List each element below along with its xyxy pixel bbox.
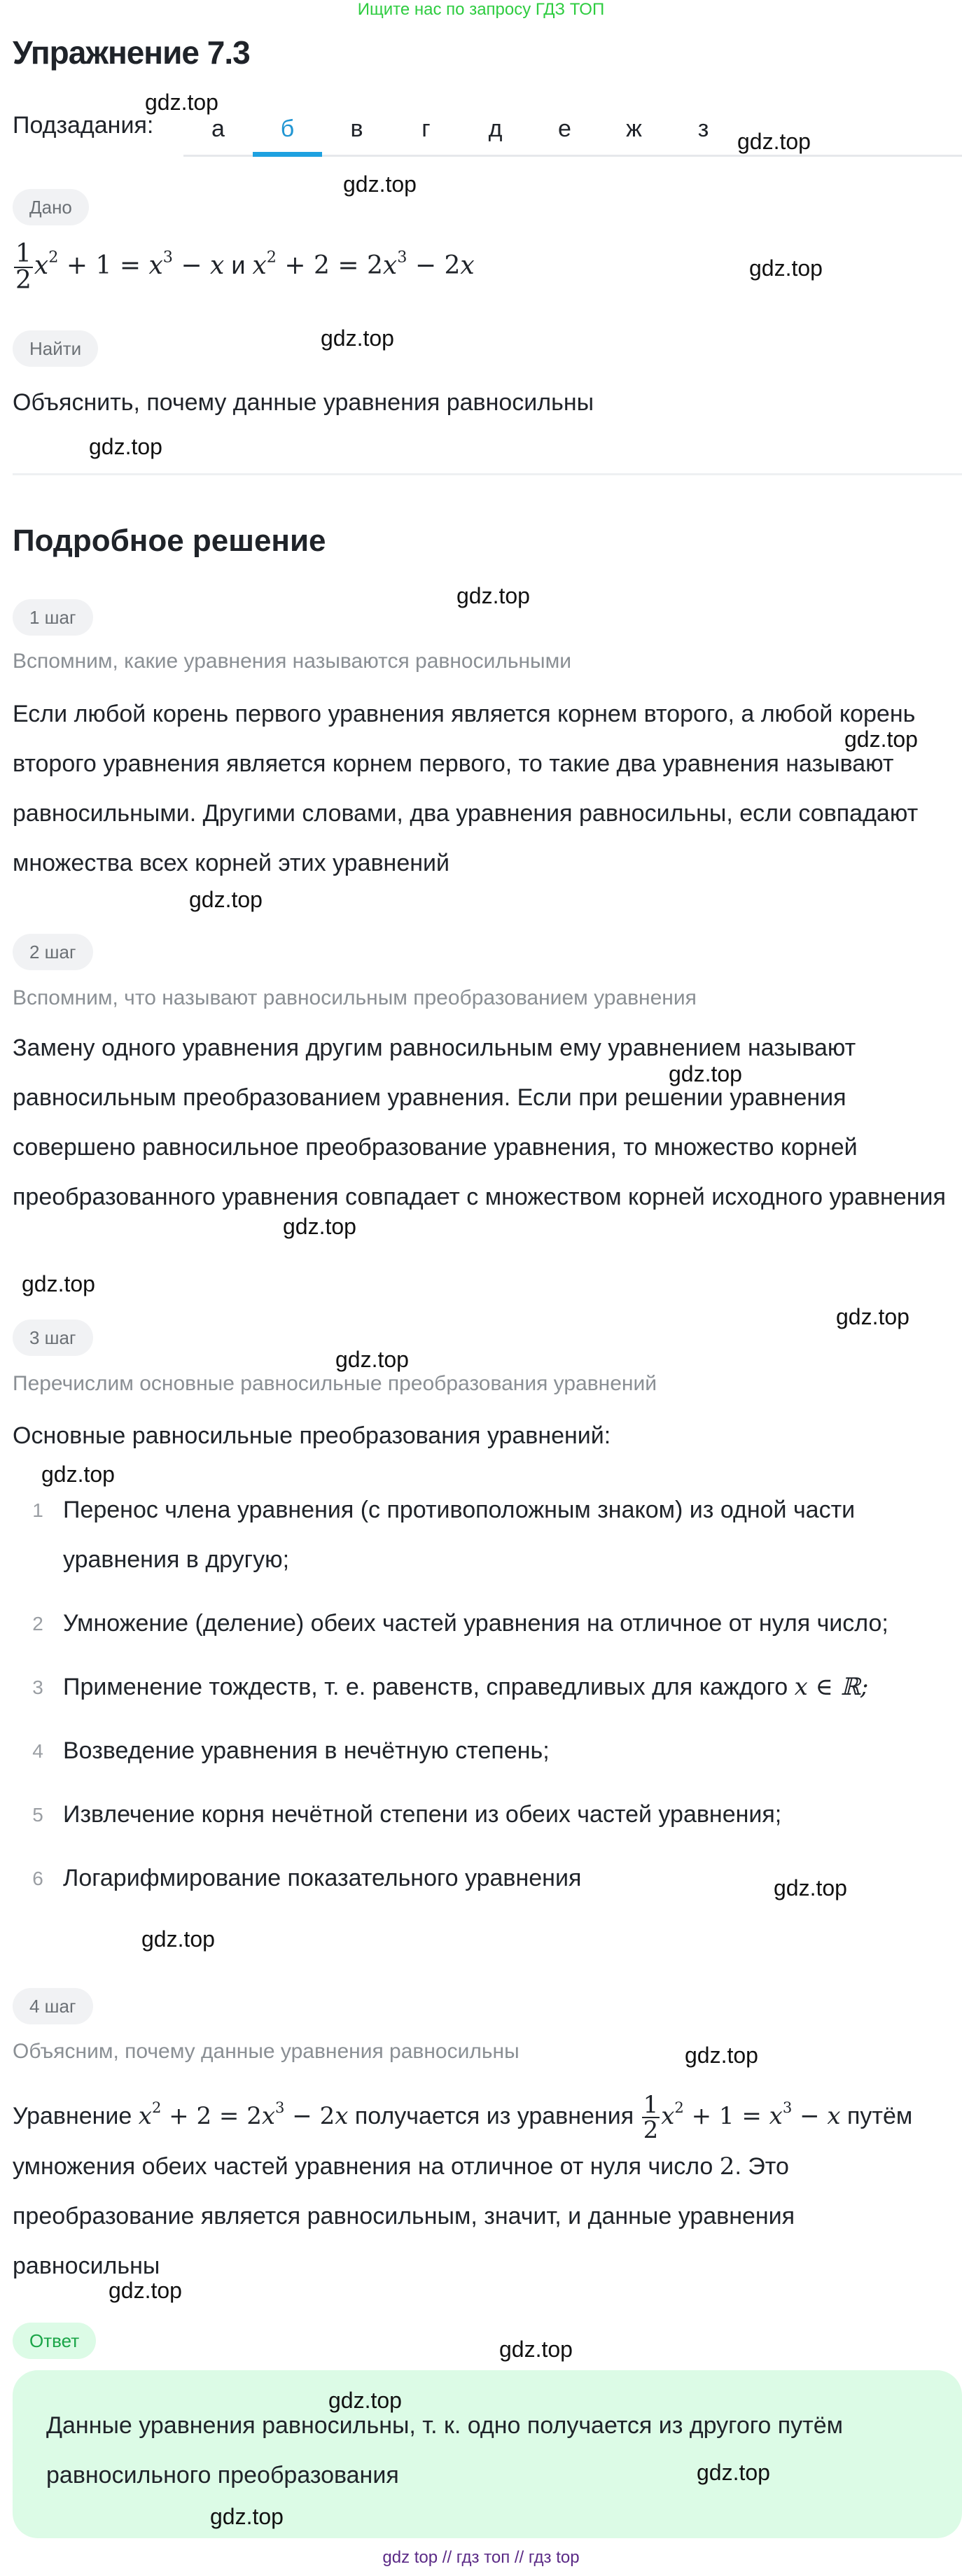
exponent: 3: [782, 2099, 793, 2116]
math-variable: x: [210, 251, 225, 280]
watermark: gdz.top: [737, 129, 811, 154]
list-number: 1: [32, 1499, 43, 1521]
list-text-content: Логарифмирование показательного уравнения: [63, 1865, 582, 1891]
watermark: gdz.top: [844, 727, 918, 752]
watermark: gdz.top: [697, 2460, 770, 2485]
math-operator: − 2: [284, 2101, 335, 2130]
exponent: 2: [151, 2099, 162, 2116]
step-1-text: Если любой корень первого уравнения является корнем второго, а любой корень второго уравнения является корнем первого, то такие два уравнения называют равносильными. Другими словами, два уравнения равносильны, если совпадают множества всех корней этих уравнений: [13, 701, 919, 876]
list-item: [13, 1726, 948, 1776]
math-operator: −: [792, 2101, 828, 2130]
watermark: gdz.top: [145, 90, 218, 115]
list-number: 2: [32, 1613, 43, 1634]
step-4-text-3: путём умножения обеих частей уравнения на отличное от нуля число: [13, 2102, 913, 2180]
exponent: 3: [397, 248, 407, 267]
given-pill: Дано: [13, 189, 89, 225]
math-variable: x: [34, 251, 49, 280]
transformations-list: [13, 1485, 948, 1917]
math-variable: x: [769, 2101, 783, 2130]
tab-subtask-5[interactable]: д: [488, 115, 503, 142]
step-2-pill: 2 шаг: [13, 934, 93, 970]
list-text: [63, 1726, 550, 1776]
step-4-text-4: . Это преобразование является равносильным, значит, и данные уравнения равносильны: [13, 2152, 795, 2279]
watermark: gdz.top: [328, 2388, 402, 2413]
subtask-tabs: [183, 105, 962, 157]
denominator: 2: [643, 2115, 659, 2144]
math-variable: x: [661, 2101, 675, 2130]
watermark: gdz.top: [41, 1462, 115, 1487]
list-item: [13, 1599, 948, 1648]
watermark: gdz.top: [836, 1304, 909, 1329]
multiplier-number: 2: [719, 2152, 735, 2180]
exponent: 2: [48, 248, 59, 267]
watermark: gdz.top: [141, 1926, 215, 1952]
tab-subtask-7[interactable]: ж: [626, 115, 642, 142]
tab-subtask-2[interactable]: б: [253, 105, 322, 155]
list-text-content: Извлечение корня нечётной степени из обеих частей уравнения;: [63, 1801, 782, 1828]
watermark: gdz.top: [89, 434, 162, 459]
list-text: [63, 1485, 948, 1585]
math-operator: + 2 = 2: [276, 251, 383, 280]
subtasks-label-row: [13, 112, 174, 139]
list-number: 6: [32, 1868, 43, 1889]
math-variable: x: [138, 2101, 152, 2130]
watermark: gdz.top: [109, 2278, 182, 2303]
watermark: gdz.top: [685, 2043, 758, 2068]
list-number: 3: [32, 1676, 43, 1698]
watermark: gdz.top: [456, 583, 530, 608]
page-title: Упражнение 7.3: [13, 34, 250, 71]
watermark: gdz.top: [321, 326, 394, 351]
answer-pill: Ответ: [13, 2323, 96, 2359]
exponent: 2: [266, 248, 277, 267]
exponent: 2: [674, 2099, 684, 2116]
step-3-subtitle: Перечислим основные равносильные преобразования уравнений: [13, 1372, 657, 1395]
math-operator: −: [172, 251, 211, 280]
find-pill: Найти: [13, 330, 98, 367]
list-item: [13, 1485, 948, 1585]
step-1-pill: 1 шаг: [13, 599, 93, 636]
answer-text: Данные уравнения равносильны, т. к. одно получается из другого путём равносильного преобразования: [46, 2412, 844, 2488]
fraction: [14, 241, 33, 293]
math-variable: x: [460, 251, 475, 280]
given-formula: [13, 241, 475, 293]
list-text-content: Умножение (деление) обеих частей уравнения на отличное от нуля число;: [63, 1610, 888, 1637]
subtasks-label: Подзадания:: [13, 112, 154, 139]
divider: [13, 473, 962, 475]
list-number: 5: [32, 1804, 43, 1826]
list-text: [63, 1790, 781, 1840]
watermark: gdz.top: [189, 887, 263, 912]
list-item: [13, 1662, 948, 1712]
math-variable: x: [252, 251, 267, 280]
math-variable: x: [261, 2101, 276, 2130]
list-text: [63, 1662, 868, 1712]
math-operator: + 2 = 2: [161, 2101, 262, 2130]
denominator: 2: [15, 266, 32, 295]
fraction: [642, 2090, 660, 2144]
watermark: gdz.top: [343, 172, 417, 197]
exponent: 3: [275, 2099, 285, 2116]
math-operator: − 2: [407, 251, 461, 280]
list-number: 4: [32, 1740, 43, 1762]
step-3-intro: Основные равносильные преобразования уравнений:: [13, 1422, 611, 1449]
step-4-text: [13, 2082, 948, 2291]
watermark: gdz.top: [669, 1061, 742, 1086]
list-text: [63, 1599, 888, 1648]
list-text-content: Возведение уравнения в нечётную степень;: [63, 1737, 550, 1764]
list-item: [13, 1854, 948, 1903]
search-banner[interactable]: Ищите нас по запросу ГДЗ ТОП: [357, 0, 605, 19]
exponent: 3: [162, 248, 173, 267]
list-text-content: Перенос члена уравнения (с противоположным знаком) из одной части уравнения в другую;: [63, 1497, 856, 1573]
tab-subtask-6[interactable]: е: [558, 115, 571, 142]
watermark: gdz.top: [283, 1214, 356, 1239]
tab-subtask-4[interactable]: г: [421, 115, 431, 142]
watermark: gdz.top: [749, 255, 823, 281]
watermark: gdz.top: [774, 1875, 847, 1900]
footer-links[interactable]: gdz top // гдз топ // гдз top: [382, 2548, 580, 2567]
watermark: gdz.top: [22, 1271, 95, 1296]
step-4-subtitle: Объясним, почему данные уравнения равносильны: [13, 2040, 520, 2063]
math-text: и: [224, 251, 253, 279]
step-4-text-2: получается из уравнения: [348, 2102, 641, 2129]
watermark: gdz.top: [210, 2504, 284, 2529]
equation-2: [138, 2099, 349, 2130]
equation-1: [641, 2090, 841, 2144]
list-text: [63, 1854, 581, 1903]
tab-subtask-1[interactable]: а: [211, 115, 225, 142]
step-4-pill: 4 шаг: [13, 1988, 93, 2024]
find-text: Объяснить, почему данные уравнения равносильны: [13, 389, 594, 416]
numerator: 1: [15, 239, 32, 268]
step-3-pill: 3 шаг: [13, 1320, 93, 1356]
math-operator: + 1 =: [58, 251, 149, 280]
list-item: [13, 1790, 948, 1840]
list-math: x ∈ ℝ;: [794, 1673, 869, 1701]
step-1-subtitle: Вспомним, какие уравнения называются равносильными: [13, 650, 571, 673]
list-text-content: Применение тождеств, т. е. равенств, справедливых для каждого: [63, 1674, 788, 1700]
watermark: gdz.top: [335, 1347, 409, 1372]
step-2-text: Замену одного уравнения другим равносильным ему уравнением называют равносильным преобразованием уравнения. Если при решении уравнения совершено равносильное преобразование уравнения, то множество корней преобразованного уравнения совпадает с множеством корней исходного уравнения: [13, 1035, 946, 1210]
step-2-subtitle: Вспомним, что называют равносильным преобразованием уравнения: [13, 986, 697, 1009]
math-variable: x: [335, 2101, 349, 2130]
solution-title: Подробное решение: [13, 524, 326, 558]
step-4-text-1: Уравнение: [13, 2102, 139, 2129]
math-variable: x: [827, 2101, 841, 2130]
math-variable: x: [382, 251, 398, 280]
answer-box: [13, 2370, 962, 2538]
tab-subtask-8[interactable]: з: [697, 115, 709, 142]
math-variable: x: [148, 251, 163, 280]
numerator: 1: [643, 2090, 659, 2119]
watermark: gdz.top: [499, 2337, 573, 2362]
math-operator: + 1 =: [683, 2101, 769, 2130]
tab-subtask-3[interactable]: в: [350, 115, 363, 142]
